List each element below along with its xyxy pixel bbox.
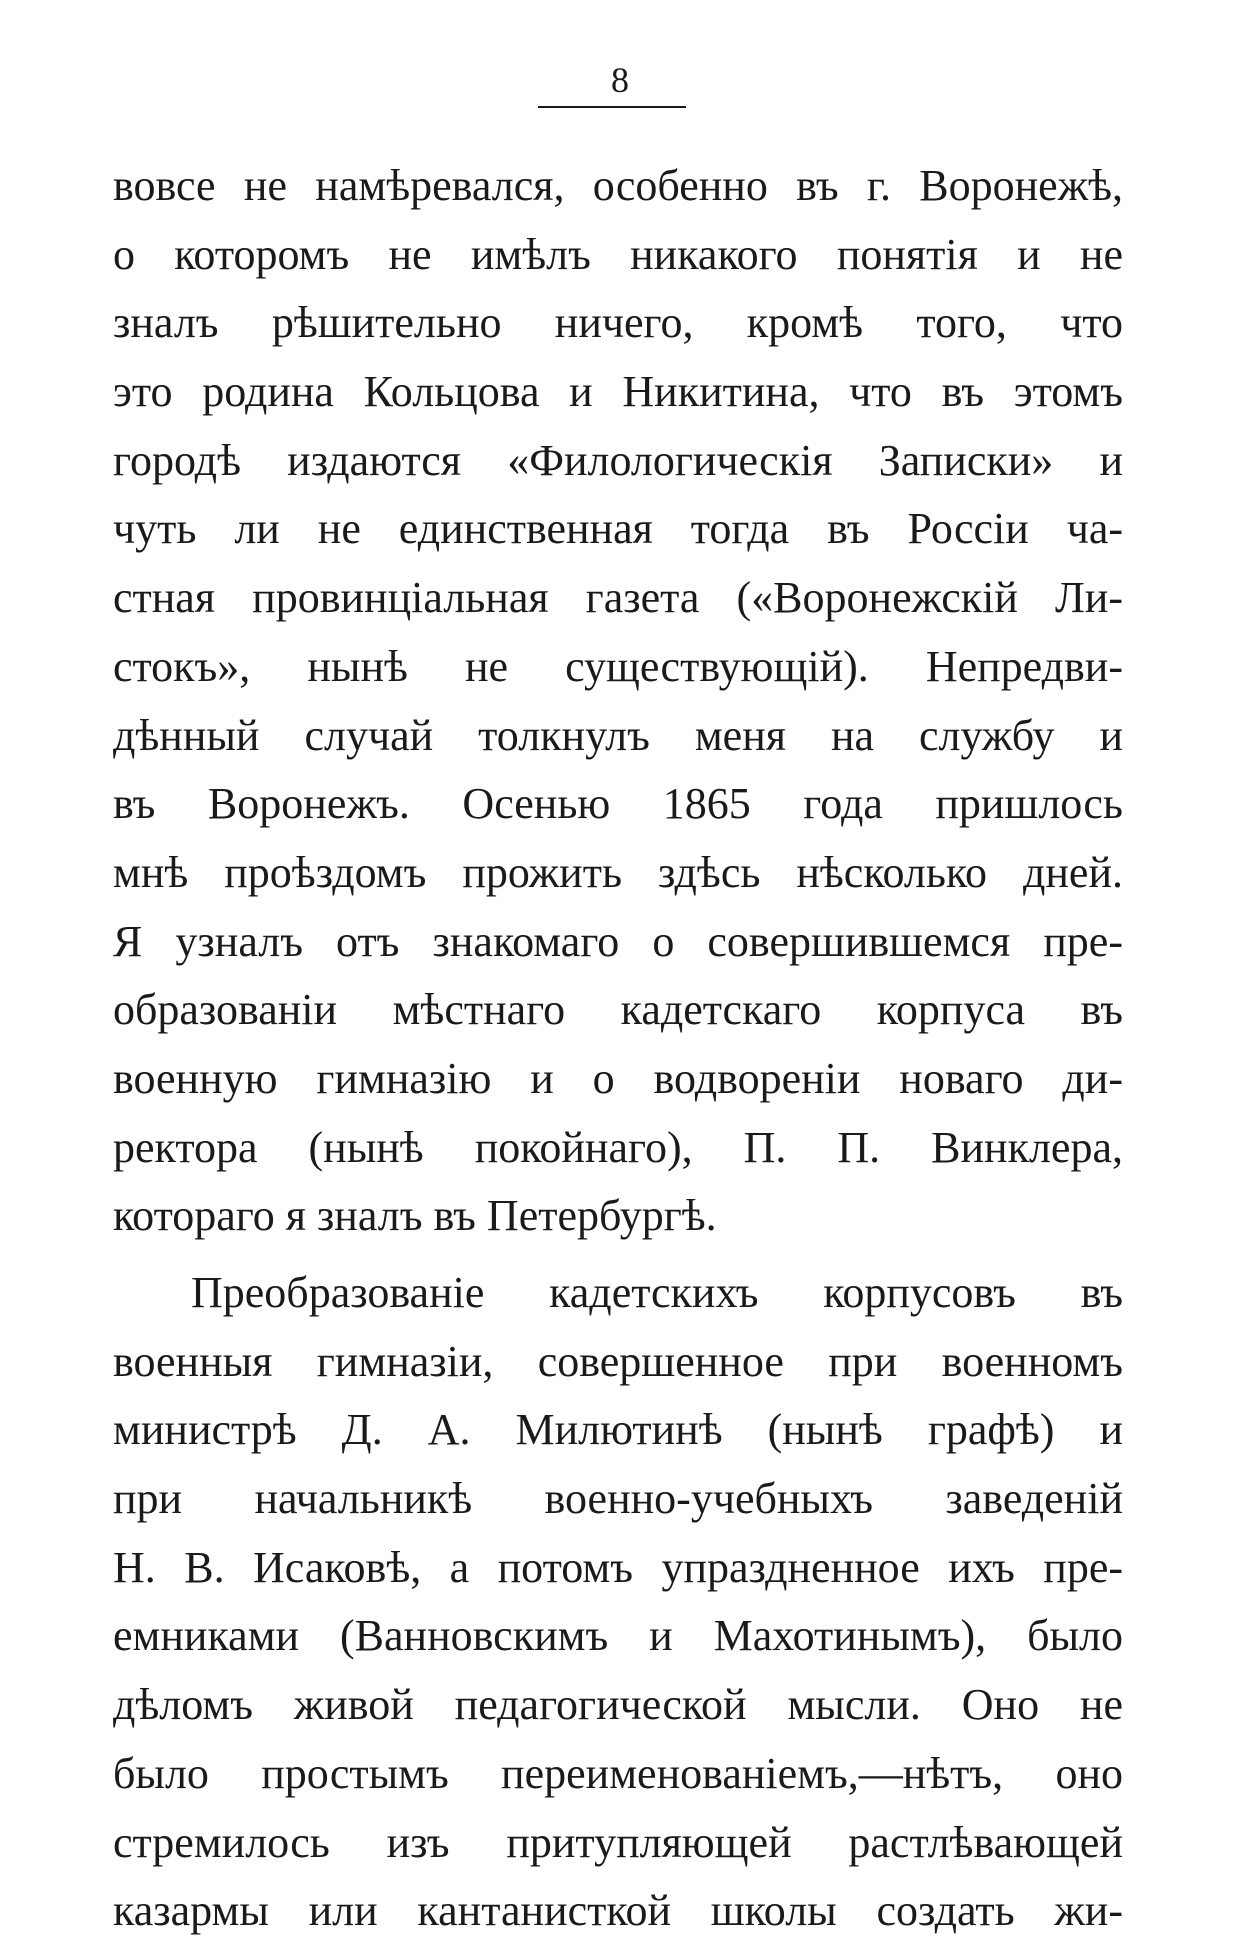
text-line: емниками (Ванновскимъ и Махотинымъ), было (113, 1611, 1123, 1661)
text-line: дѣломъ живой педагогической мысли. Оно не (113, 1680, 1123, 1730)
text-line: Я узналъ отъ знакомаго о совершившемся пре- (113, 916, 1123, 966)
text-line: министрѣ Д. А. Милютинѣ (нынѣ графѣ) и (113, 1405, 1123, 1455)
body-text (113, 152, 1123, 1946)
text-line: зналъ рѣшительно ничего, кромѣ того, что (113, 298, 1123, 348)
text-line: Н. В. Исаковѣ, а потомъ упраздненное ихъ пре- (113, 1542, 1123, 1592)
page-number-rule (538, 106, 686, 108)
text-line: образованіи мѣстнаго кадетскаго корпуса въ (113, 985, 1123, 1035)
text-line: дѣнный случай толкнулъ меня на службу и (113, 710, 1123, 760)
text-line: котораго я зналъ въ Петербургѣ. (113, 1191, 717, 1241)
text-line: стная провинціальная газета («Воронежскій Ли- (113, 573, 1123, 623)
text-line: военныя гимназіи, совершенное при военномъ (113, 1336, 1123, 1386)
text-line: Преобразованіе кадетскихъ корпусовъ въ (191, 1268, 1123, 1317)
text-line: чуть ли не единственная тогда въ Россіи ча- (113, 504, 1123, 554)
page-number: 8 (611, 60, 629, 100)
text-line: стокъ», нынѣ не существующій). Непредви- (113, 641, 1123, 691)
text-line: городѣ издаются «Филологическія Записки» и (113, 435, 1123, 485)
text-line: это родина Кольцова и Никитина, что въ этомъ (113, 367, 1123, 417)
text-line: мнѣ проѣздомъ прожить здѣсь нѣсколько дней. (113, 847, 1123, 897)
text-line: ректора (нынѣ покойнаго), П. П. Винклера, (113, 1122, 1123, 1172)
text-line: при начальникѣ военно-учебныхъ заведеній (113, 1474, 1123, 1524)
text-line: казармы или кантанисткой школы создать жи- (113, 1886, 1123, 1936)
text-line: военную гимназію и о водвореніи новаго ди- (113, 1053, 1123, 1103)
text-line: вовсе не намѣревался, особенно въ г. Воронежѣ, (113, 161, 1123, 210)
text-line: въ Воронежъ. Осенью 1865 года пришлось (113, 779, 1123, 829)
text-line: стремилось изъ притупляющей растлѣвающей (113, 1817, 1123, 1867)
text-line: о которомъ не имѣлъ никакого понятія и не (113, 229, 1123, 279)
paragraph (113, 152, 1123, 1251)
text-line: было простымъ переименованіемъ,—нѣтъ, оно (113, 1748, 1123, 1798)
paragraph (113, 1259, 1123, 1946)
